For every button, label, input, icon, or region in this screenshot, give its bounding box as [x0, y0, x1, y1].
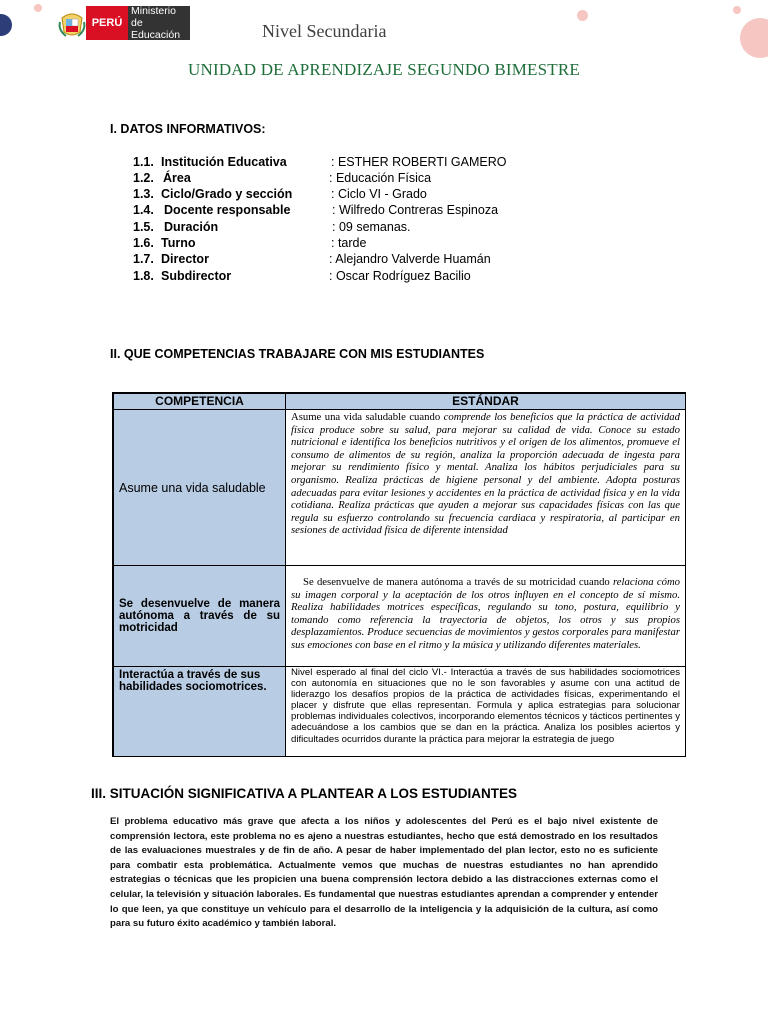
level-label: Nivel Secundaria [262, 21, 387, 41]
info-number: 1.4. [133, 203, 154, 217]
standard-lead: Asume una vida saludable cuando [291, 411, 444, 423]
table-row-competency [113, 409, 286, 566]
info-value: : Ciclo VI - Grado [331, 187, 427, 201]
page-title: UNIDAD DE APRENDIZAJE SEGUNDO BIMESTRE [188, 60, 580, 79]
ministry-logo [128, 6, 190, 40]
info-label: Director [161, 252, 209, 266]
info-label: Área [163, 171, 191, 185]
info-number: 1.7. [133, 252, 154, 266]
info-value: : tarde [331, 236, 367, 250]
info-number: 1.3. [133, 187, 154, 201]
section-heading-situacion: III. SITUACIÓN SIGNIFICATIVA A PLANTEAR A LOS ESTUDIANTES [91, 786, 518, 801]
ministry-line-1: Ministerio [131, 5, 176, 17]
table-row-standard [285, 666, 686, 757]
section-heading-competencias: II. QUE COMPETENCIAS TRABAJARE CON MIS ESTUDIANTES [110, 347, 485, 361]
competency-name: Interactúa a través de sus habilidades sociomotrices. [119, 669, 267, 693]
table-row-competency [113, 666, 286, 757]
info-label: Institución Educativa [161, 155, 287, 169]
competency-name: Asume una vida saludable [119, 480, 266, 495]
peru-logo [86, 6, 128, 40]
ministry-line-2: de Educación [131, 17, 181, 41]
table-row-standard [285, 565, 686, 667]
info-value: : Wilfredo Contreras Espinoza [332, 203, 499, 217]
info-value: : Oscar Rodríguez Bacilio [329, 269, 471, 283]
info-number: 1.6. [133, 236, 154, 250]
decorative-dot-pink [740, 18, 768, 58]
decorative-dot-pink [733, 6, 741, 14]
info-value: : Educación Física [329, 171, 432, 185]
info-label: Docente responsable [164, 203, 291, 217]
info-value: : 09 semanas. [332, 220, 411, 234]
competency-name: Se desenvuelve de manera autónoma a través de su motricidad [119, 598, 280, 634]
info-value: : ESTHER ROBERTI GAMERO [331, 155, 507, 169]
decorative-dot-pink [34, 4, 42, 12]
table-row-competency [113, 565, 286, 667]
info-number: 1.2. [133, 171, 154, 185]
info-value: : Alejandro Valverde Huamán [329, 252, 491, 266]
info-number: 1.8. [133, 269, 154, 283]
decorative-dot-navy [0, 14, 12, 36]
peru-crest-icon [56, 8, 88, 40]
info-number: 1.1. [133, 155, 154, 169]
column-header-competencia: COMPETENCIA [113, 393, 286, 410]
competency-table [112, 392, 686, 757]
table-row-standard [285, 409, 686, 566]
standard-text: relaciona cómo su imagen corporal y la aceptación de los otros influyen en el concepto de sí mismo. Realiza habilidades motrices específicas, regulando su tono, postura, equilibrio y tomando como referencia la trayectoria de objetos, los otros y sus propios desplazamientos. Produce secuencias de movimientos y gestos corporales para manifestar sus emociones con base en el ritmo y la música y utilizando diferentes materiales. [291, 576, 681, 651]
info-label: Turno [161, 236, 196, 250]
standard-lead: Se desenvuelve de manera autónoma a través de su motricidad cuando [303, 576, 614, 588]
info-number: 1.5. [133, 220, 154, 234]
info-label: Duración [164, 220, 219, 234]
info-label: Subdirector [161, 269, 232, 283]
standard-text: comprende los beneficios que la práctica de actividad física produce sobre su salud, para mejorar su calidad de vida. Conoce su estado nutricional e identifica los beneficios nutritivos y el origen de los alimentos, promueve el consumo de alimentos de su región, analiza la proporción adecuada de ingesta para mejorar su rendimiento físico y mental. Analiza los hábitos perjudiciales para su organismo. Realiza prácticas de higiene personal y del ambiente. Adopta posturas adecuadas para evitar lesiones y accidentes en la práctica de actividad física y en la vida cotidiana. Realiza prácticas que ayuden a mejorar sus capacidades físicas con las que regula su esfuerzo controlando su frecuencia cardiaca y respiratoria, al participar en sesiones de actividad física de diferente intensidad [291, 411, 680, 537]
column-header-estandar: ESTÁNDAR [285, 393, 686, 410]
info-label: Ciclo/Grado y sección [161, 187, 293, 201]
section-heading-datos: I. DATOS INFORMATIVOS: [110, 122, 266, 136]
standard-text: Nivel esperado al final del ciclo VI.- Interactúa a través de sus habilidades sociomotrices con autonomía en situaciones que no le son favorables y asume con una actitud de liderazgo los desafíos propios de la práctica de actividades físicas, experimentando el placer y disfrute que ellas representan. Formula y aplica estrategias para solucionar problemas individuales colectivos, incorporando elementos técnicos y tácticos pertinentes y adecuándose a los cambios que se dan en la práctica. Analiza los posibles aciertos y dificultades ocurridos durante la práctica para mejorar la estrategia de juego [291, 667, 680, 745]
decorative-dot-pink [577, 10, 588, 21]
situation-paragraph: El problema educativo más grave que afecta a los niños y adolescentes del Perú es el bajo nivel existente de comprensión lectora, este problema no es ajeno a nuestras estudiantes, hecho que está demostrado en los resultados de las evaluaciones muestrales y de fin de año. A pesar de haber implementado del plan lector, esto no es suficiente para combatir esta problemática. Actualmente vemos que muchas de nuestras estudiantes no han aprendido estrategias o técnicas que les propicien una buena comprensión lectora debido a las distracciones externas como el celular, la televisión y situación laborales. Es fundamental que nuestras estudiantes aprendan a comprender y entender lo que leen, ya que constituye un vehículo para el desarrollo de la inteligencia y la adquisición de la cultura, así como para su futuro éxito académico y también laboral. [110, 816, 658, 930]
peru-logo-text: PERÚ [91, 17, 123, 29]
